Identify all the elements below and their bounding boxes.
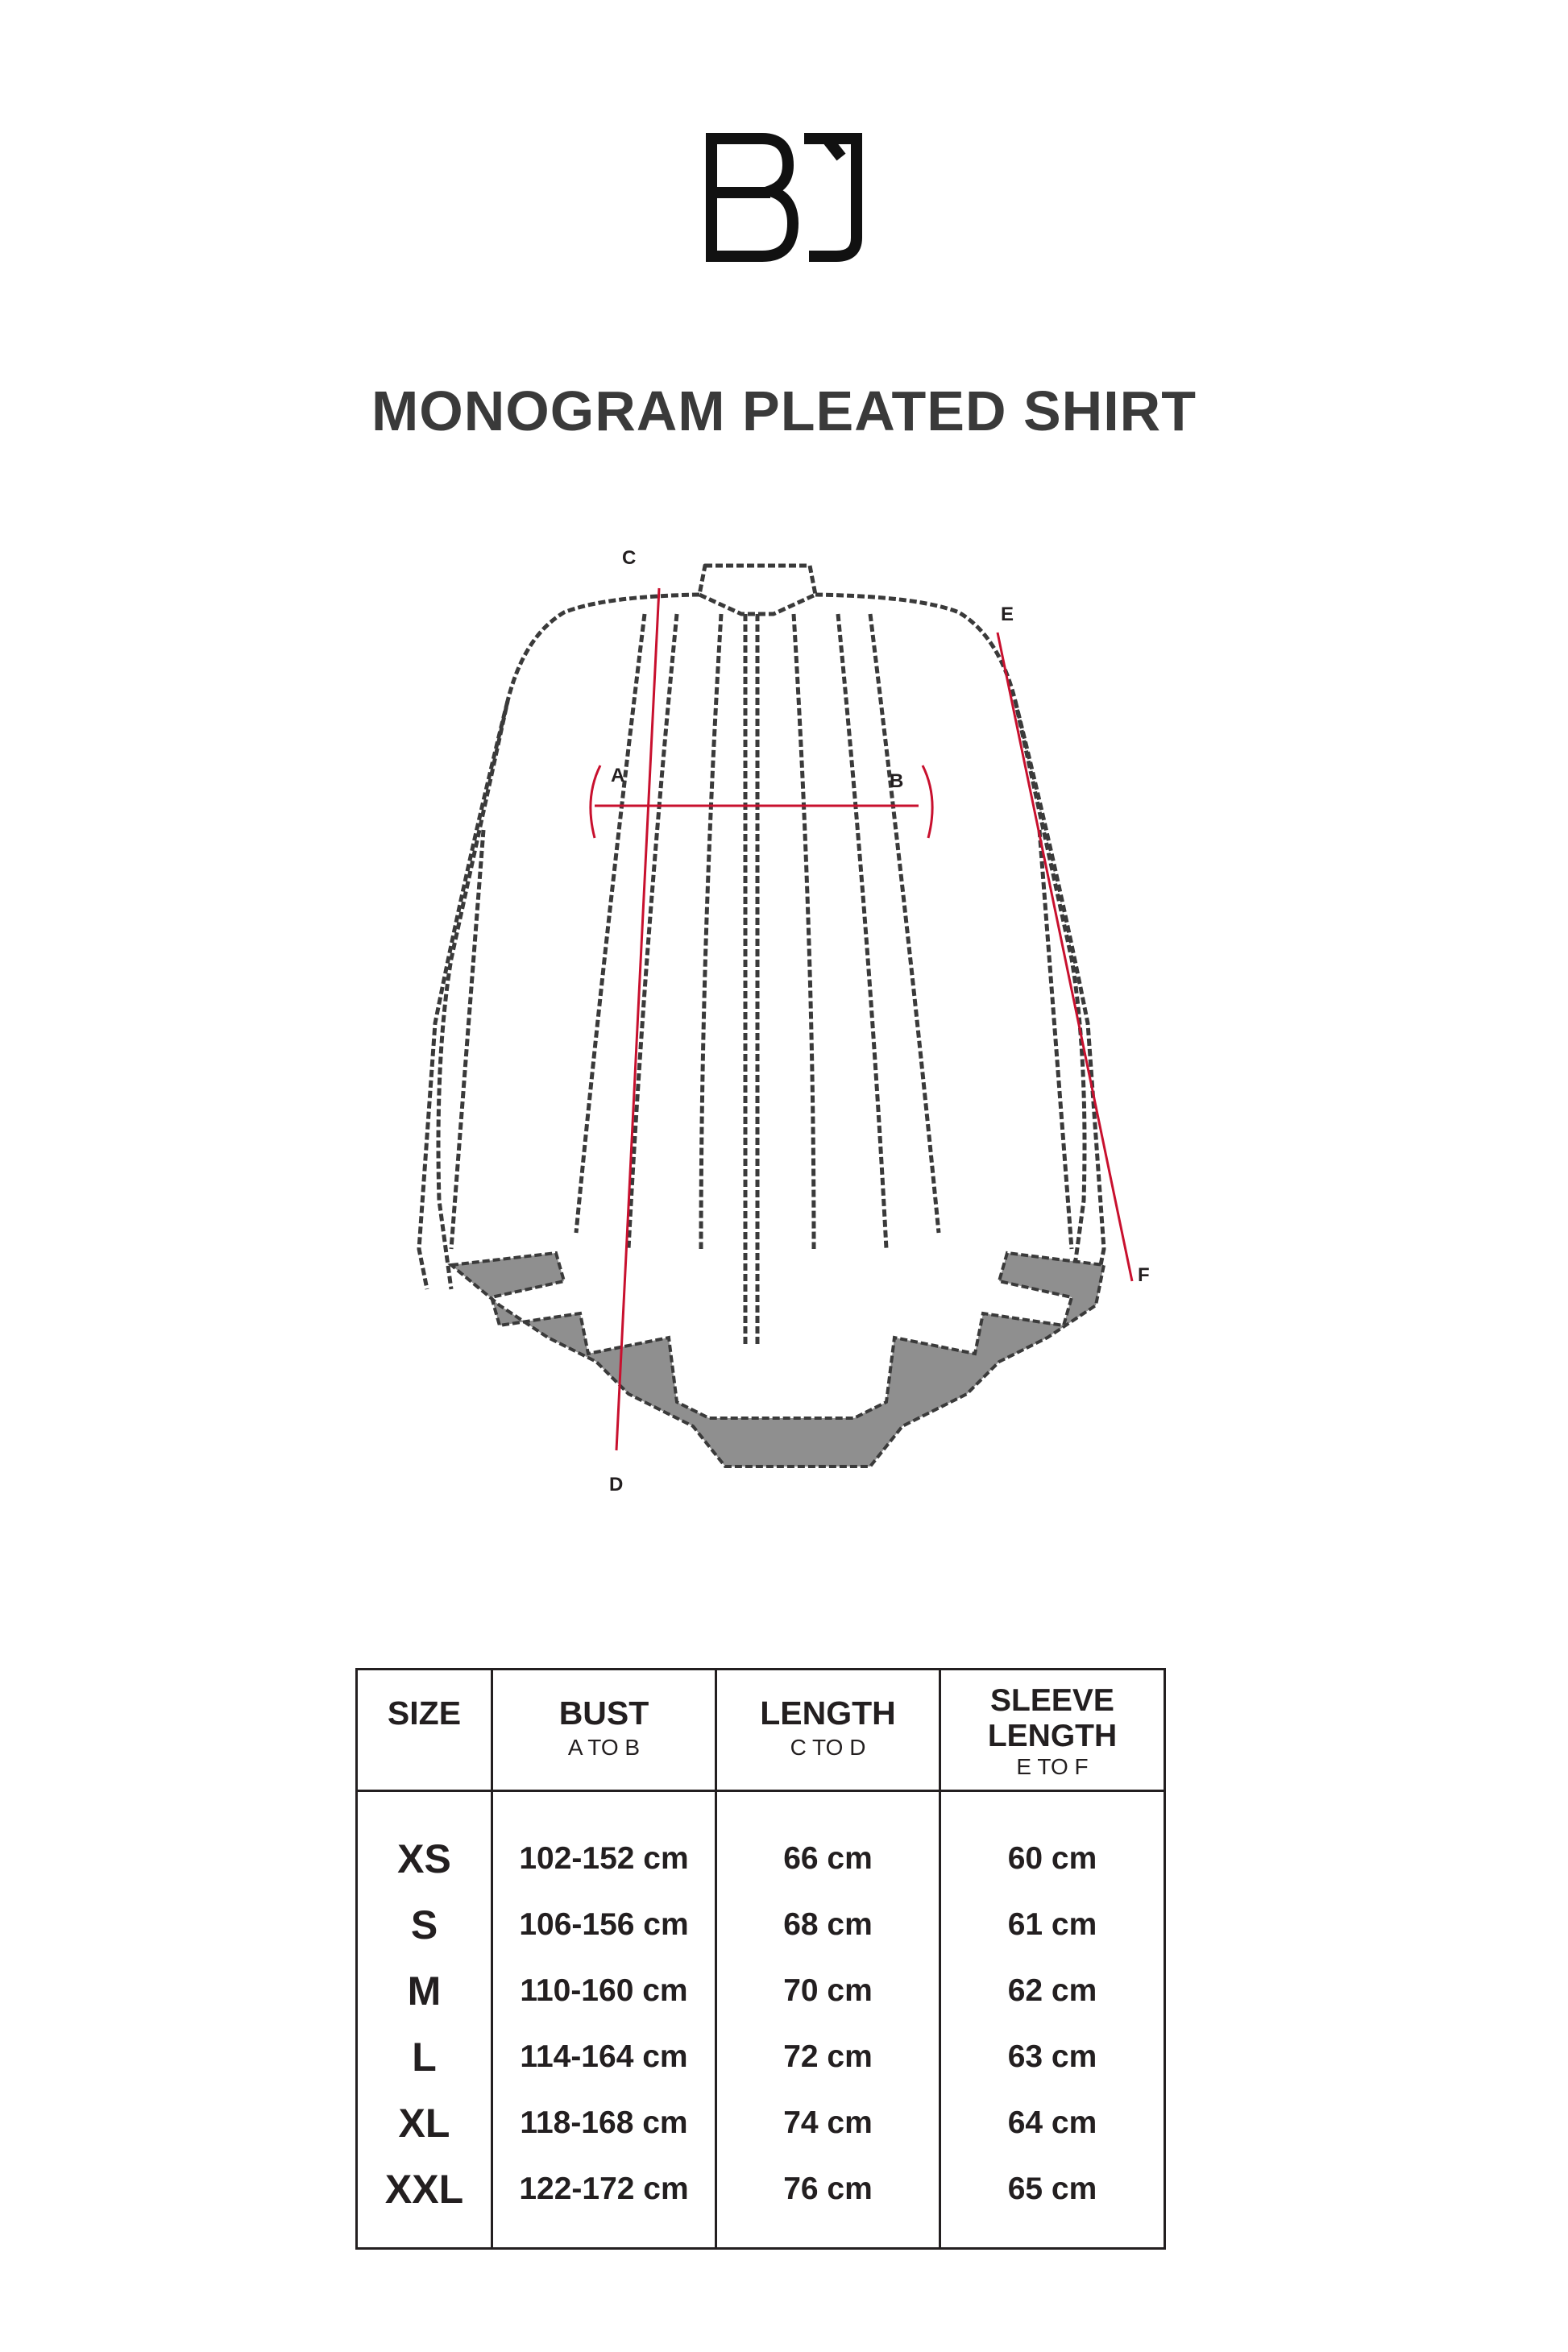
point-label-f: F — [1138, 1264, 1150, 1286]
sleeve-cell: 61 cm — [1007, 1907, 1097, 1942]
length-line — [616, 588, 659, 1450]
size-cell: XS — [397, 1836, 451, 1881]
sleeve-cell: 65 cm — [1007, 2172, 1097, 2206]
length-cell: 74 cm — [783, 2105, 873, 2140]
shirt-measurement-diagram — [403, 540, 1193, 1523]
length-cell: 66 cm — [783, 1841, 873, 1876]
length-cell: 72 cm — [783, 2039, 873, 2074]
table-body-row — [357, 1791, 1165, 2249]
point-label-d: D — [609, 1474, 624, 1495]
sleeve-cell: 62 cm — [1007, 1973, 1097, 2008]
size-cell: S — [410, 1902, 438, 1948]
product-title: MONOGRAM PLEATED SHIRT — [371, 380, 1197, 442]
point-label-b: B — [890, 770, 904, 792]
header-sleeve-title-line1: SLEEVE — [990, 1683, 1114, 1718]
header-bust — [492, 1670, 716, 1791]
table-header-row — [357, 1670, 1165, 1791]
header-length-sub: C TO D — [790, 1735, 866, 1760]
header-bust-sub: A TO B — [567, 1735, 641, 1760]
sleeve-cell: 64 cm — [1007, 2105, 1097, 2140]
point-label-a: A — [611, 765, 625, 786]
bust-cell: 102-152 cm — [519, 1841, 689, 1876]
sleeve-length-column — [940, 1791, 1165, 2249]
sleeve-cell: 60 cm — [1007, 1841, 1097, 1876]
bust-cell: 114-164 cm — [520, 2039, 688, 2074]
size-cell: M — [407, 1968, 442, 2014]
bust-column — [492, 1791, 716, 2249]
length-cell: 76 cm — [783, 2172, 873, 2206]
point-label-e: E — [1001, 604, 1014, 625]
header-size-title: SIZE — [387, 1695, 462, 1732]
size-cell: L — [412, 2035, 437, 2080]
size-cell: XXL — [384, 2167, 464, 2212]
size-chart-table — [355, 1668, 1166, 2250]
sleeve-line — [998, 633, 1132, 1281]
header-sleeve-title-line2: LENGTH — [987, 1719, 1118, 1753]
bust-cell: 106-156 cm — [519, 1907, 689, 1942]
brand-logo — [706, 133, 862, 262]
length-cell: 70 cm — [783, 1973, 873, 2008]
header-length-title: LENGTH — [760, 1695, 896, 1732]
shirt-outline — [419, 566, 1104, 1346]
header-sleeve-sub: E TO F — [1016, 1754, 1089, 1779]
length-column — [716, 1791, 940, 2249]
header-length — [716, 1670, 940, 1791]
size-column — [357, 1791, 492, 2249]
hem-shading — [451, 1253, 1104, 1466]
sleeve-cell: 63 cm — [1007, 2039, 1097, 2074]
size-cell: XL — [398, 2101, 450, 2146]
header-bust-title: BUST — [558, 1695, 649, 1732]
header-sleeve-length — [940, 1670, 1165, 1791]
bust-cell: 110-160 cm — [520, 1973, 688, 2008]
measurement-lines — [591, 588, 1132, 1450]
bust-cell: 122-172 cm — [519, 2172, 689, 2206]
point-label-c: C — [622, 547, 637, 569]
header-size — [357, 1670, 492, 1791]
length-cell: 68 cm — [783, 1907, 873, 1942]
bust-cell: 118-168 cm — [520, 2105, 688, 2140]
